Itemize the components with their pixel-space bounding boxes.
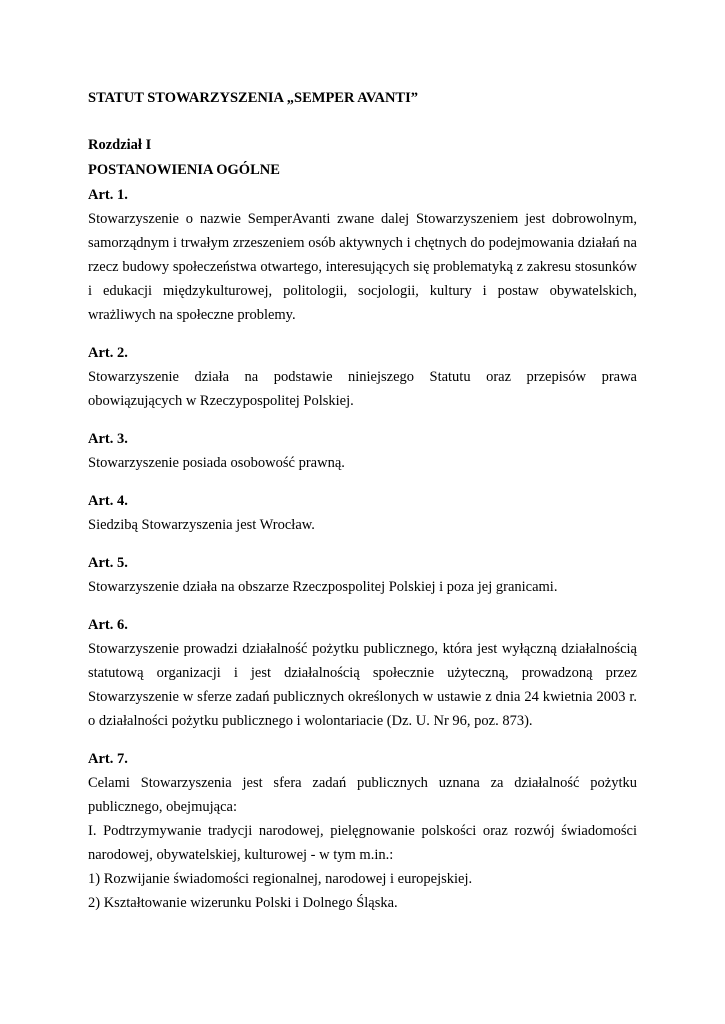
article-paragraph: Siedzibą Stowarzyszenia jest Wrocław. <box>88 517 315 533</box>
article-6 <box>88 613 637 733</box>
article-paragraph: Stowarzyszenie działa na obszarze Rzeczpospolitej Polskiej i poza jej granicami. <box>88 579 558 595</box>
document-title: STATUT STOWARZYSZENIA „SEMPER AVANTI” <box>88 90 418 106</box>
chapter-label: Rozdział I <box>88 137 152 153</box>
article-paragraph: Stowarzyszenie prowadzi działalność pożytku publicznego, która jest wyłączną działalnością statutową organizacji i jest działalnością społecznie użyteczną, prowadzoną przez Stowarzyszenie w sferze zadań publicznych określonych w ustawie z dnia 24 kwietnia 2003 r. o działalności pożytku publicznego i wolontariacie (Dz. U. Nr 96, poz. 873). <box>88 641 637 729</box>
article-7 <box>88 747 637 915</box>
article-paragraph: Stowarzyszenie o nazwie SemperAvanti zwane dalej Stowarzyszeniem jest dobrowolnym, samorządnym i trwałym zrzeszeniem osób aktywnych i chętnych do podejmowania działań na rzecz budowy społeczeństwa otwartego, interesujących się problematyką z zakresu stosunków i edukacji międzykulturowej, politologii, socjologii, kultury i postaw obywatelskich, wrażliwych na społeczne problemy. <box>88 211 637 323</box>
article-heading: Art. 5. <box>88 555 128 571</box>
article-heading: Art. 6. <box>88 617 128 633</box>
article-5 <box>88 551 637 599</box>
article-1 <box>88 183 637 327</box>
article-4 <box>88 489 637 537</box>
list-item: 1) Rozwijanie świadomości regionalnej, narodowej i europejskiej. <box>88 871 473 887</box>
article-paragraph: Stowarzyszenie działa na podstawie niniejszego Statutu oraz przepisów prawa obowiązujących w Rzeczypospolitej Polskiej. <box>88 369 637 409</box>
article-heading: Art. 4. <box>88 493 128 509</box>
article-heading: Art. 3. <box>88 431 128 447</box>
article-3 <box>88 427 637 475</box>
chapter-title: POSTANOWIENIA OGÓLNE <box>88 162 280 178</box>
article-2 <box>88 341 637 413</box>
article-heading: Art. 7. <box>88 751 128 767</box>
article-paragraph: I. Podtrzymywanie tradycji narodowej, pielęgnowanie polskości oraz rozwój świadomości narodowej, obywatelskiej, kulturowej - w tym m.in.: <box>88 823 637 863</box>
article-paragraph: Celami Stowarzyszenia jest sfera zadań publicznych uznana za działalność pożytku publicznego, obejmująca: <box>88 775 637 815</box>
list-item: 2) Kształtowanie wizerunku Polski i Dolnego Śląska. <box>88 895 398 911</box>
article-heading: Art. 1. <box>88 187 128 203</box>
article-paragraph: Stowarzyszenie posiada osobowość prawną. <box>88 455 345 471</box>
article-heading: Art. 2. <box>88 345 128 361</box>
